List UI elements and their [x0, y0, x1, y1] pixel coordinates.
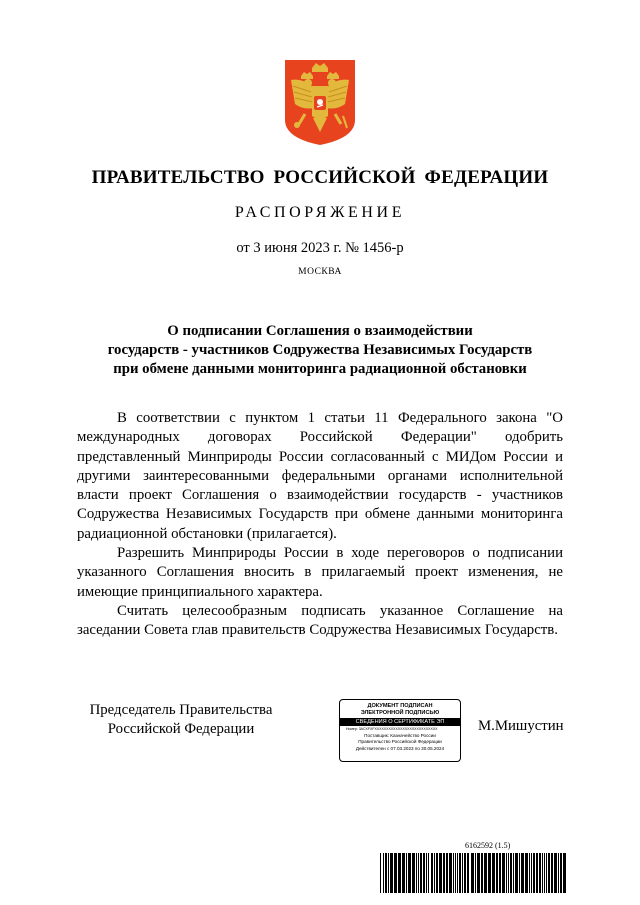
stamp-line-1: ДОКУМЕНТ ПОДПИСАН	[367, 703, 433, 709]
document-city: МОСКВА	[298, 267, 342, 277]
signer-position-line-1: Председатель Правительства	[89, 702, 273, 718]
document-date-number: от 3 июня 2023 г. № 1456-р	[236, 240, 404, 256]
stamp-line-2: ЭЛЕКТРОННОЙ ПОДПИСЬЮ	[360, 710, 440, 716]
body-paragraph-2: Разрешить Минприроды России в ходе переговоров о подписании указанного Соглашения вносить в прилагаемый проект изменения, не имеющие принципиального характера.	[77, 545, 563, 600]
stamp-validity: Действителен с 07.03.2023 по 30.05.2024	[355, 745, 445, 751]
document-body	[77, 409, 563, 641]
subject-line-1: О подписании Соглашения о взаимодействии	[167, 323, 473, 339]
body-paragraph-3: Считать целесообразным подписать указанное Соглашение на заседании Совета глав правительств Содружества Независимых Государств.	[77, 602, 563, 639]
body-paragraph-1: В соответствии с пунктом 1 статьи 11 Федерального закона "О международных договорах Российской Федерации" одобрить представленный Минприроды России согласованный с МИДом России и другими заинтересованными федеральными органами исполнительной власти проект Соглашения о взаимодействии государств - участников Содружества Независимых Государств при обмене данными мониторинга радиационной обстановки (прилагается).	[77, 410, 563, 542]
signer-position-line-2: Российской Федерации	[107, 721, 255, 737]
stamp-certificate-header: СВЕДЕНИЯ О СЕРТИФИКАТЕ ЭП	[340, 718, 460, 726]
subject-line-2: государств - участников Содружества Независимых Государств	[107, 342, 533, 358]
electronic-signature-stamp	[339, 699, 461, 762]
subject-line-3: при обмене данными мониторинга радиационной обстановки	[113, 361, 527, 377]
document-subject	[60, 322, 580, 379]
barcode-icon	[380, 853, 566, 893]
document-type: РАСПОРЯЖЕНИЕ	[234, 204, 406, 221]
signer-position	[76, 701, 286, 739]
stamp-issuer-line-1: Поставщик: Казначейство России	[364, 733, 436, 738]
stamp-certificate-number: Номер: 3ACXFXFXXXXXXXXXXXXXXXXXXXXXXXXXXX	[346, 727, 438, 731]
stamp-issuer-line-2: Правительство Российской Федерации	[358, 739, 442, 745]
government-title: ПРАВИТЕЛЬСТВО РОССИЙСКОЙ ФЕДЕРАЦИИ	[91, 167, 549, 188]
signer-name: М.Мишустин	[478, 718, 564, 734]
coat-of-arms-icon	[283, 58, 357, 146]
barcode-number: 6162592 (1.5)	[465, 841, 511, 850]
